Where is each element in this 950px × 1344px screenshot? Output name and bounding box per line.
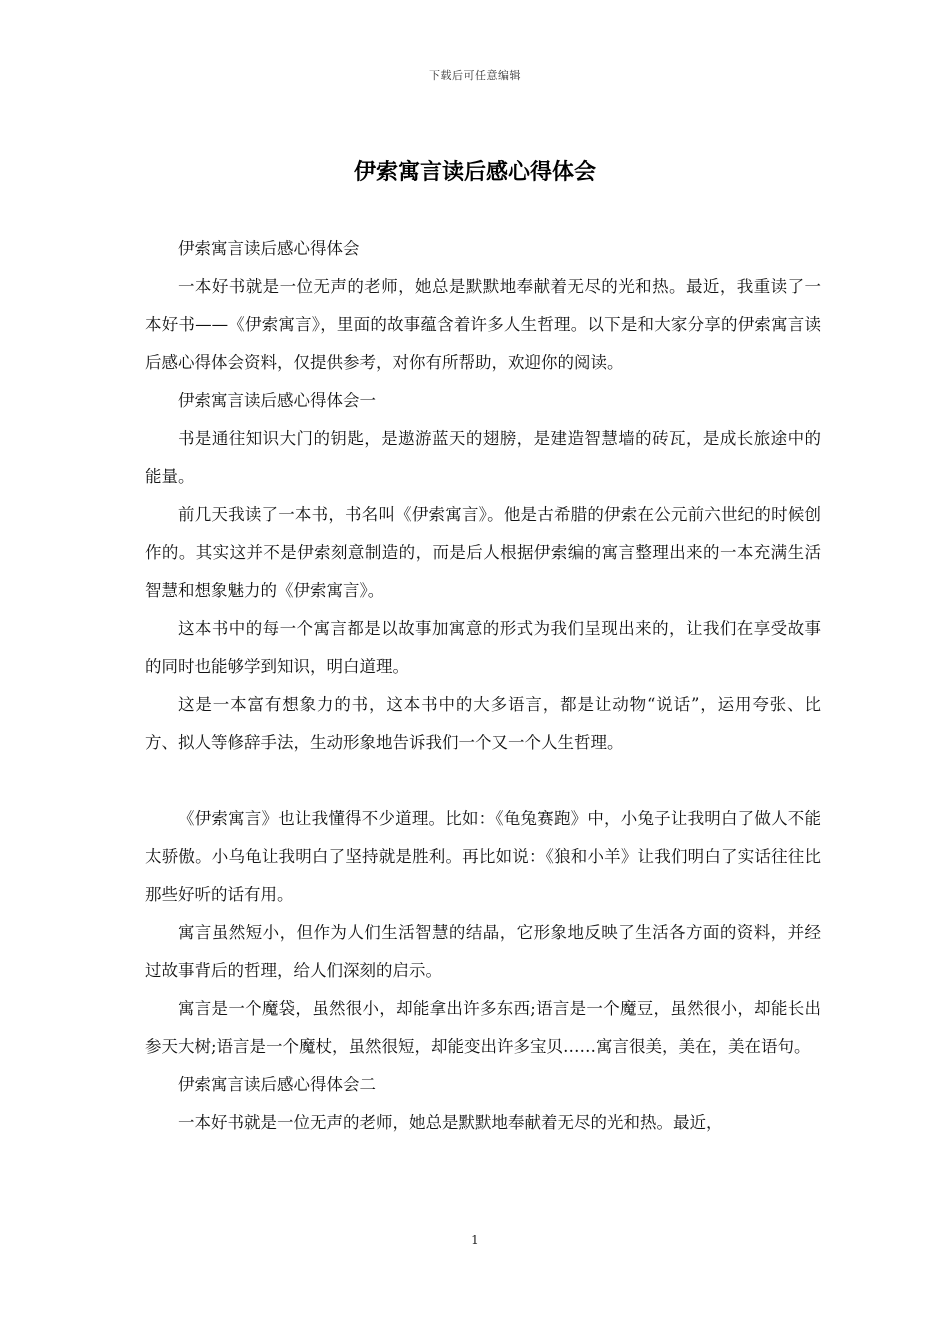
section-heading-one: 伊索寓言读后感心得体会一 <box>178 391 376 410</box>
paragraph-book-origin: 前几天我读了一本书，书名叫《伊索寓言》。他是古希腊的伊索在公元前六世纪的时候创作的。其实这并不是伊索刻意制造的，而是后人根据伊索编的寓言整理出来的一本充满生活智慧和想象魅力的《伊索寓言》。 <box>145 505 821 600</box>
section-heading-two: 伊索寓言读后感心得体会二 <box>178 1075 376 1094</box>
document-title: 伊索寓言读后感心得体会 <box>353 159 596 185</box>
paragraph-fable-wisdom: 寓言虽然短小，但作为人们生活智慧的结晶，它形象地反映了生活各方面的资料，并经过故事背后的哲理，给人们深刻的启示。 <box>145 923 821 980</box>
paragraph-book-key: 书是通往知识大门的钥匙，是遨游蓝天的翅膀，是建造智慧墙的砖瓦，是成长旅途中的能量。 <box>145 429 821 486</box>
document-body <box>145 230 821 1142</box>
page-header-note: 下载后可任意编辑 <box>429 69 521 82</box>
paragraph-intro: 一本好书就是一位无声的老师，她总是默默地奉献着无尽的光和热。最近，我重读了一本好书——《伊索寓言》，里面的故事蕴含着许多人生哲理。以下是和大家分享的伊索寓言读后感心得体会资料，仅提供参考，对你有所帮助，欢迎你的阅读。 <box>145 277 821 372</box>
paragraph-magic-bag: 寓言是一个魔袋，虽然很小，却能拿出许多东西;语言是一个魔豆，虽然很小，却能长出参天大树;语言是一个魔杖，虽然很短，却能变出许多宝贝……寓言很美，美在，美在语句。 <box>145 999 821 1056</box>
paragraph-continued: 一本好书就是一位无声的老师，她总是默默地奉献着无尽的光和热。最近， <box>178 1113 723 1132</box>
paragraph-story-form: 这本书中的每一个寓言都是以故事加寓意的形式为我们呈现出来的，让我们在享受故事的同时也能够学到知识，明白道理。 <box>145 619 821 676</box>
page-number: 1 <box>471 1233 479 1247</box>
paragraph-imagination: 这是一本富有想象力的书，这本书中的大多语言，都是让动物“说话”，运用夸张、比方、拟人等修辞手法，生动形象地告诉我们一个又一个人生哲理。 <box>145 695 821 752</box>
paragraph-subtitle: 伊索寓言读后感心得体会 <box>178 239 360 258</box>
paragraph-lessons: 《伊索寓言》也让我懂得不少道理。比如：《龟兔赛跑》中，小兔子让我明白了做人不能太骄傲。小乌龟让我明白了坚持就是胜利。再比如说：《狼和小羊》让我们明白了实话往往比那些好听的话有用。 <box>145 809 821 904</box>
